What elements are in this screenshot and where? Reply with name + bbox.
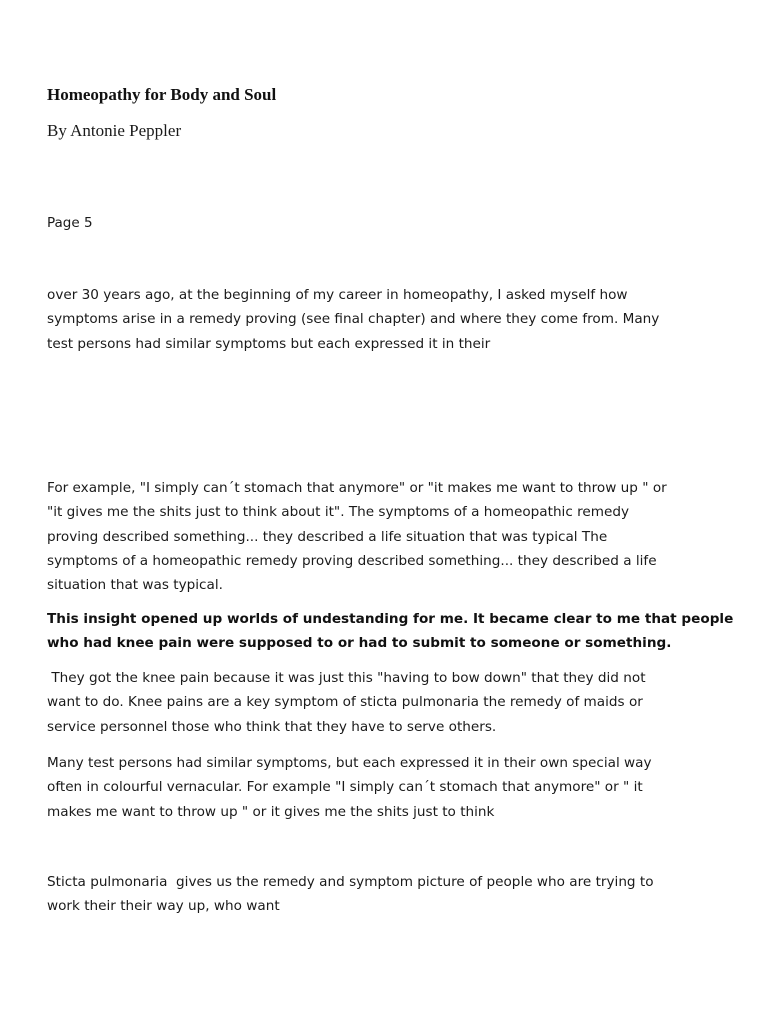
paragraph-line: over 30 years ago, at the beginning of my career in homeopathy, I asked myself how	[47, 287, 628, 303]
paragraph-line: situation that was typical.	[47, 577, 223, 594]
paragraph-line: Many test persons had similar symptoms, but each expressed it in their own special way	[47, 755, 652, 771]
paragraph-line: proving described something... they described a life situation that was typical The	[47, 528, 608, 545]
page-number-label: Page 5	[47, 215, 93, 231]
paragraph-line: who had knee pain were supposed to or had to submit to someone or something.	[47, 635, 672, 652]
paragraph-line: "it gives me the shits just to think about it". The symptoms of a homeopathic remedy	[47, 504, 630, 521]
paragraph-line: symptoms of a homeopathic remedy proving described something... they described a life	[47, 552, 657, 569]
paragraph-line: work their their way up, who want	[47, 898, 280, 915]
paragraph-career-intro	[47, 283, 737, 356]
paragraph-line: test persons had similar symptoms but each expressed it in their	[47, 335, 491, 352]
paragraph-line: symptoms arise in a remedy proving (see final chapter) and where they come from. Many	[47, 311, 660, 328]
paragraph-line: makes me want to throw up " or it gives me the shits just to think	[47, 803, 495, 820]
paragraph-line: Sticta pulmonaria gives us the remedy and symptom picture of people who are trying to	[47, 874, 654, 890]
paragraph-sticta-pulmonaria	[47, 870, 737, 919]
paragraph-line: They got the knee pain because it was just this "having to bow down" that they did not	[47, 670, 646, 686]
paragraph-line: want to do. Knee pains are a key symptom of sticta pulmonaria the remedy of maids or	[47, 694, 643, 711]
paragraph-examples	[47, 476, 737, 597]
paragraph-line: often in colourful vernacular. For example "I simply can´t stomach that anymore" or " it	[47, 779, 643, 796]
paragraph-test-persons	[47, 751, 737, 824]
paragraph-insight-bold	[47, 607, 737, 656]
document-author: By Antonie Peppler	[47, 121, 182, 140]
paragraph-line: service personnel those who think that they have to serve others.	[47, 718, 497, 735]
paragraph-line: This insight opened up worlds of undestanding for me. It became clear to me that people	[47, 611, 734, 627]
paragraph-knee-pain	[47, 666, 737, 739]
paragraph-line: For example, "I simply can´t stomach that anymore" or "it makes me want to throw up " or	[47, 480, 667, 496]
document-title: Homeopathy for Body and Soul	[47, 85, 277, 104]
